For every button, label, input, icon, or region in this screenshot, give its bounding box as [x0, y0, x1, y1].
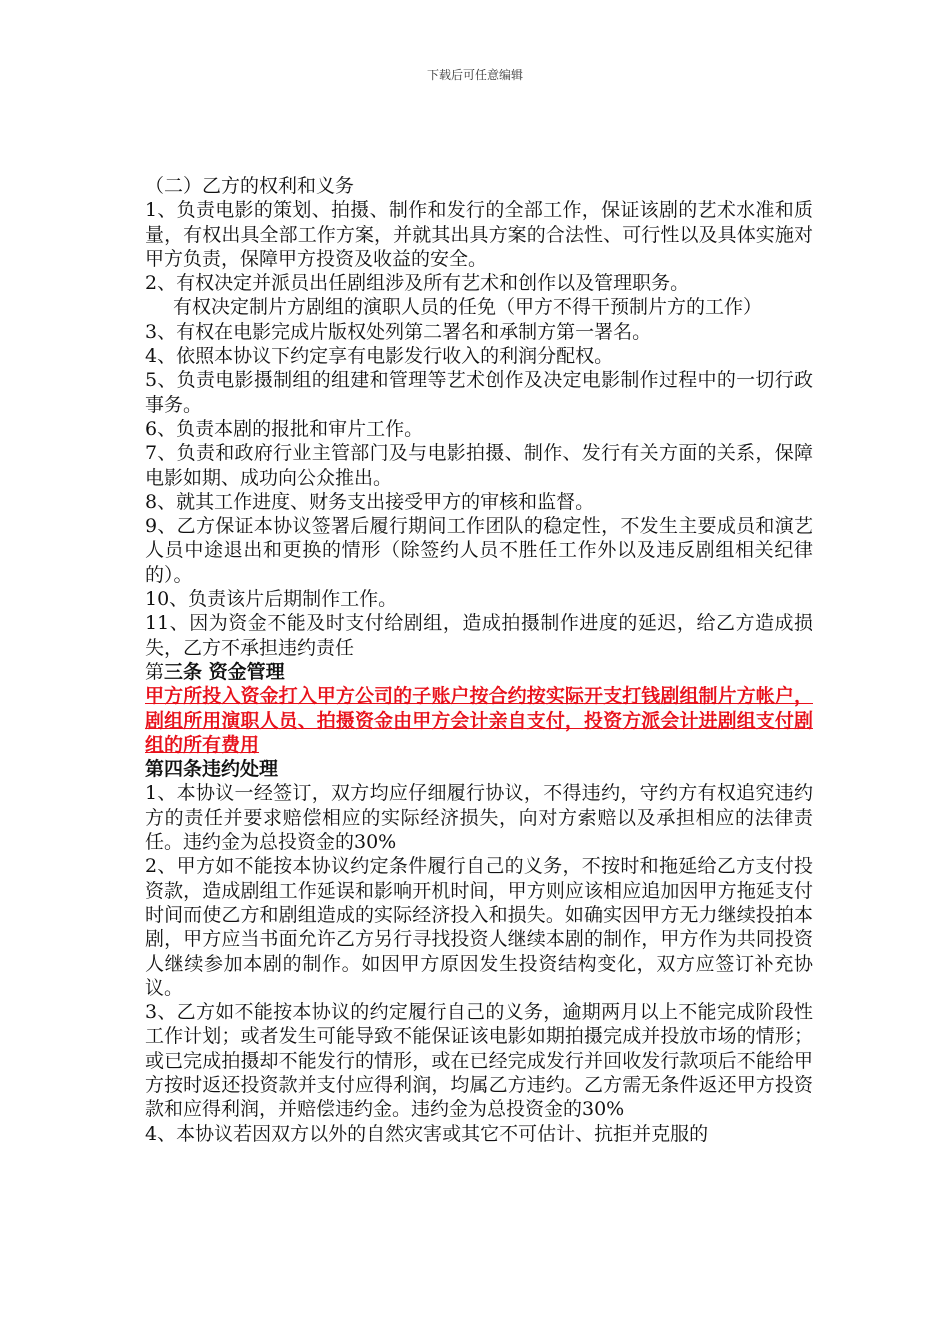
paragraph: 4、依照本协议下约定享有电影发行收入的利润分配权。 [145, 345, 614, 368]
paragraph: 7、负责和政府行业主管部门及与电影拍摄、制作、发行有关方面的关系，保障电影如期、成功向公众推出。 [145, 442, 813, 489]
document-body [145, 174, 813, 1146]
article-3-body: 甲方所投入资金打入甲方公司的子账户按合约按实际开支打钱剧组制片方帐户，剧组所用演职人员、拍摄资金由甲方会计亲自支付，投资方派会计进剧组支付剧组的所有费用 [145, 685, 813, 756]
section-subtitle: （二）乙方的权利和义务 [145, 175, 355, 197]
paragraph: 2、有权决定并派员出任剧组涉及所有艺术和创作以及管理职务。 [145, 272, 690, 295]
article-3-heading [145, 660, 813, 684]
page-header: 下载后可任意编辑 [426, 68, 523, 82]
paragraph: 8、就其工作进度、财务支出接受甲方的审核和监督。 [145, 490, 595, 513]
paragraph: 3、乙方如不能按本协议的约定履行自己的义务，逾期两月以上不能完成阶段性工作计划；或者发生可能导致不能保证该电影如期拍摄完成并投放市场的情形；或已完成拍摄却不能发行的情形，或在已经完成发行并回收发行款项后不能给甲方按时返还投资款并支付应得利润，均属乙方违约。乙方需无条件返还甲方投资款和应得利润，并赔偿违约金。违约金为总投资金的30% [145, 1001, 813, 1121]
article-3-prefix: 第 [145, 660, 165, 683]
paragraph: 9、乙方保证本协议签署后履行期间工作团队的稳定性，不发生主要成员和演艺人员中途退出和更换的情形（除签约人员不胜任工作外以及违反剧组相关纪律的）。 [145, 515, 813, 586]
article-3-title: 三条 资金管理 [164, 660, 285, 683]
article-4-heading: 第四条违约处理 [145, 758, 279, 781]
paragraph: 11、因为资金不能及时支付给剧组，造成拍摄制作进度的延迟，给乙方造成损失，乙方不承担违约责任 [145, 612, 813, 659]
paragraph: 3、有权在电影完成片版权处列第二署名和承制方第一署名。 [145, 320, 652, 343]
paragraph: 2、甲方如不能按本协议约定条件履行自己的义务，不按时和拖延给乙方支付投资款，造成剧组工作延误和影响开机时间，甲方则应该相应追加因甲方拖延支付时间而使乙方和剧组造成的实际经济投入和损失。如确实因甲方无力继续投拍本剧，甲方应当书面允许乙方另行寻找投资人继续本剧的制作，甲方作为共同投资人继续参加本剧的制作。如因甲方原因发生投资结构变化，双方应签订补充协议。 [145, 855, 813, 999]
paragraph: 5、负责电影摄制组的组建和管理等艺术创作及决定电影制作过程中的一切行政事务。 [145, 369, 813, 416]
paragraph: 有权决定制片方剧组的演职人员的任免（甲方不得干预制片方的工作） [173, 296, 763, 319]
paragraph: 10、负责该片后期制作工作。 [145, 588, 398, 611]
paragraph: 1、本协议一经签订，双方均应仔细履行协议，不得违约，守约方有权追究违约方的责任并要求赔偿相应的实际经济损失，向对方索赔以及承担相应的法律责任。违约金为总投资金的30% [145, 782, 813, 854]
paragraph: 1、负责电影的策划、拍摄、制作和发行的全部工作，保证该剧的艺术水准和质量，有权出具全部工作方案，并就其出具方案的合法性、可行性以及具体实施对甲方负责，保障甲方投资及收益的安全。 [145, 199, 813, 270]
paragraph: 6、负责本剧的报批和审片工作。 [145, 417, 424, 440]
paragraph: 4、本协议若因双方以外的自然灾害或其它不可估计、抗拒并克服的 [145, 1122, 709, 1145]
